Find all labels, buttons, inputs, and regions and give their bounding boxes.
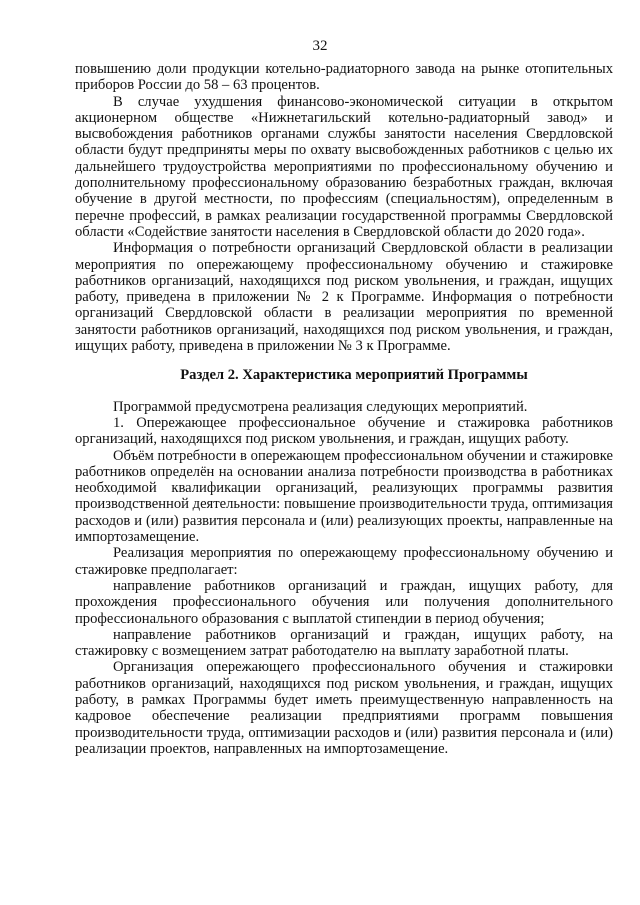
paragraph-organization: Организация опережающего профессионального обучения и стажировки работников организаций, находящихся под риском увольнения, и граждан, ищущих работу, в рамках Программы будет иметь преимущественную направленность на кадровое обеспечение реализации предприятиями программ повышения производительности труда, оптимизации расходов и (или) развития персонала и (или) реализации проектов, направленных на импортозамещение. [75,659,613,757]
spacer [75,354,613,367]
paragraph-implementation: Реализация мероприятия по опережающему профессиональному обучению и стажировке предполагает: [75,545,613,578]
paragraph-continuation: повышению доли продукции котельно-радиаторного завода на рынке отопительных приборов России до 58 – 63 процентов. [75,61,613,94]
paragraph-demand-volume: Объём потребности в опережающем профессиональном обучении и стажировке работников определён на основании анализа потребности производства в работниках необходимой квалификации организаций, реализующих программы развития производственной деятельности: повышение производительности труда, оптимизация расходов и (или) развития персонала и (или) реализующих проекты, направленные на импортозамещение. [75,447,613,546]
spacer [75,384,613,399]
paragraph-activity-1: 1. Опережающее профессиональное обучение и стажировка работников организаций, находящихся под риском увольнения, и граждан, ищущих работу. [75,414,613,448]
paragraph-crisis-measures: В случае ухудшения финансово-экономической ситуации в открытом акционерном обществе «Нижнетагильский котельно-радиаторный завод» и высвобождения работников органами службы занятости населения Свердловской области будут предприняты меры по охвату высвобожденных работников с целью их дальнейшего трудоустройства мероприятиями по профессиональному обучению и дополнительному профессиональному образованию безработных граждан, включая обучение в другой местности, по профессиям (специальностям), определенным в перечне профессий, в рамках реализации государственной программы Свердловской области «Содействие занятости населения в Свердловской области до 2020 года». [75,93,613,240]
section-heading: Раздел 2. Характеристика мероприятий Программы [180,367,528,384]
paragraph-activities-intro: Программой предусмотрена реализация следующих мероприятий. [113,398,528,415]
page-number: 32 [312,38,328,54]
paragraph-appendix-info: Информация о потребности организаций Свердловской области в реализации мероприятия по опережающему профессиональному обучению и стажировке работников организаций, находящихся под риском увольнения, и граждан, ищущих работу, приведена в приложении № 2 к Программе. Информация о потребности организаций Свердловской области в реализации мероприятия по временной занятости работников организаций, находящихся под риском увольнения, и граждан, ищущих работу, приведена в приложении № 3 к Программе. [75,240,613,355]
paragraph-direction-internship: направление работников организаций и граждан, ищущих работу, на стажировку с возмещением затрат работодателю на выплату заработной платы. [75,626,613,660]
paragraph-direction-training: направление работников организаций и граждан, ищущих работу, для прохождения профессионального обучения или получения дополнительного профессионального образования с выплатой стипендии в период обучения; [75,577,613,627]
page-content [75,61,613,757]
